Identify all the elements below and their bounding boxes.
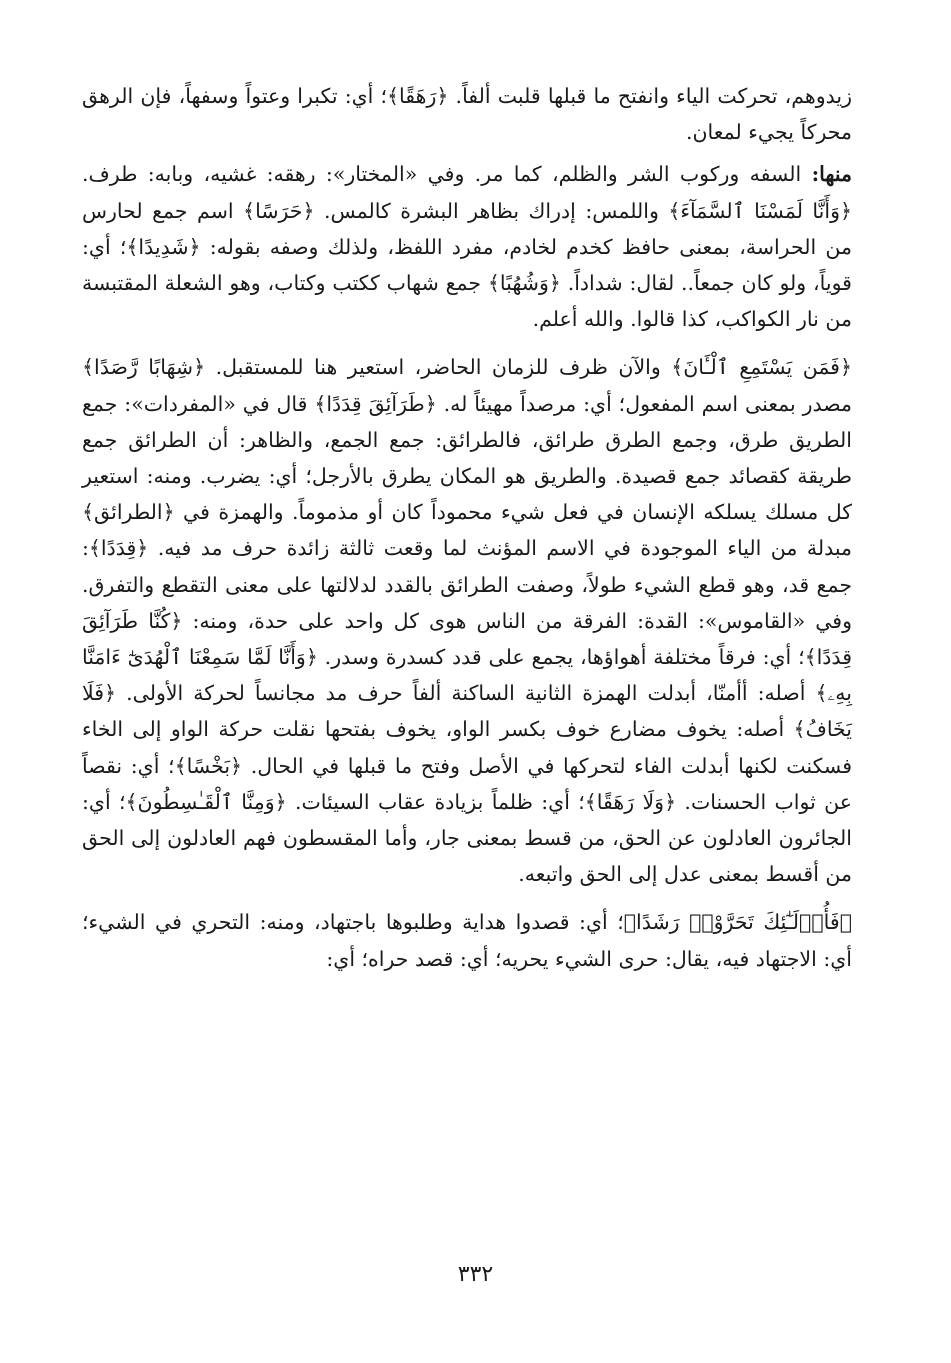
page-number: ٣٣٢ xyxy=(457,1262,494,1287)
paragraph-text: السفه وركوب الشر والظلم، كما مر. وفي «المختار»: رهقه: غشيه، وبابه: طرف. ﴿وَأَنَّا لَمَسْنَا ٱلسَّمَآءَ﴾ واللمس: إدراك بظاهر البشرة كالمس. ﴿حَرَسًا﴾ اسم جمع لحارس من الحراسة، بمعنى حافظ كخدم لخادم، مفرد اللفظ، ولذلك وصفه بقوله: ﴿شَدِيدًا﴾؛ أي: قوياً، ولو كان جمعاً.. لقال: شداداً. ﴿وَشُهُبًا﴾ جمع شهاب ككتب وكتاب، وهو الشعلة المقتبسة من نار الكواكب، كذا قالوا. والله أعلم. xyxy=(82,162,852,332)
page-body xyxy=(82,78,852,989)
paragraph-text: زيدوهم، تحركت الياء وانفتح ما قبلها قلبت ألفاً. ﴿رَهَقًا﴾؛ أي: تكبرا وعتواً وسفهاً، فإن الرهق محركاً يجيء لمعان. xyxy=(82,84,852,145)
paragraph-text: ﴿فَأُو۟لَـٰٓئِكَ تَحَرَّوْا۟ رَشَدًا﴾؛ أي: قصدوا هداية وطلبوها باجتهاد، ومنه: التحري في الشيء؛ أي: الاجتهاد فيه، يقال: حرى الشيء يحريه؛ أي: قصد حراه؛ أي: xyxy=(82,910,852,971)
paragraph-text: ﴿فَمَن يَسْتَمِعِ ٱلْـَٔانَ﴾ والآن ظرف للزمان الحاضر، استعير هنا للمستقبل. ﴿شِهَابًا رَّصَدًا﴾ مصدر بمعنى اسم المفعول؛ أي: مرصداً مهيئاً له. ﴿طَرَآئِقَ قِدَدًا﴾ قال في «المفردات»: جمع الطريق طرق، وجمع الطرق طرائق، فالطرائق: جمع الجمع، والظاهر: أن الطرائق جمع طريقة كقصائد جمع قصيدة. والطريق هو المكان يطرق بالأرجل؛ أي: يضرب. ومنه: استعير كل مسلك يسلكه الإنسان في فعل شيء محموداً كان أو مذموماً. والهمزة في ﴿الطرائق﴾ مبدلة من الياء الموجودة في الاسم المؤنث لما وقعت ثالثة زائدة حرف مد فيه. ﴿قِدَدًا﴾: جمع قد، وهو قطع الشيء طولاً، وصفت الطرائق بالقدد لدلالتها على معنى التقطع والتفرق. وفي «القاموس»: القدة: الفرقة من الناس هوى كل واحد على حدة، ومنه: ﴿كُنَّا طَرَآئِقَ قِدَدًا﴾؛ أي: فرقاً مختلفة أهواؤها، يجمع على قدد كسدرة وسدر. ﴿وَأَنَّا لَمَّا سَمِعْنَا ٱلْهُدَىٰٓ ءَامَنَّا بِهِۦ﴾ أصله: أأمنّا، أبدلت الهمزة الثانية الساكنة ألفاً حرف مد مجانساً لحركة الأولى. ﴿فَلَا يَخَافُ﴾ أصله: يخوف مضارع خوف بكسر الواو، يخوف بفتحها نقلت حركة الواو إلى الخاء فسكنت لكنها أبدلت الفاء لتحركها في الأصل وفتح ما قبلها في الحال. ﴿بَخْسًا﴾؛ أي: نقصاً عن ثواب الحسنات. ﴿وَلَا رَهَقًا﴾؛ أي: ظلماً بزيادة عقاب السيئات. ﴿وَمِنَّا ٱلْقَـٰسِطُونَ﴾؛ أي: الجائرون العادلون عن الحق، من قسط بمعنى جار، وأما المقسطون فهم العادلون إلى الحق من أقسط بمعنى عدل إلى الحق واتبعه. xyxy=(82,355,852,887)
paragraph-1 xyxy=(82,78,852,150)
paragraph-4 xyxy=(82,904,852,976)
paragraph-2 xyxy=(82,156,852,337)
paragraph-lead: منها: xyxy=(811,162,852,187)
paragraph-3 xyxy=(82,349,852,892)
